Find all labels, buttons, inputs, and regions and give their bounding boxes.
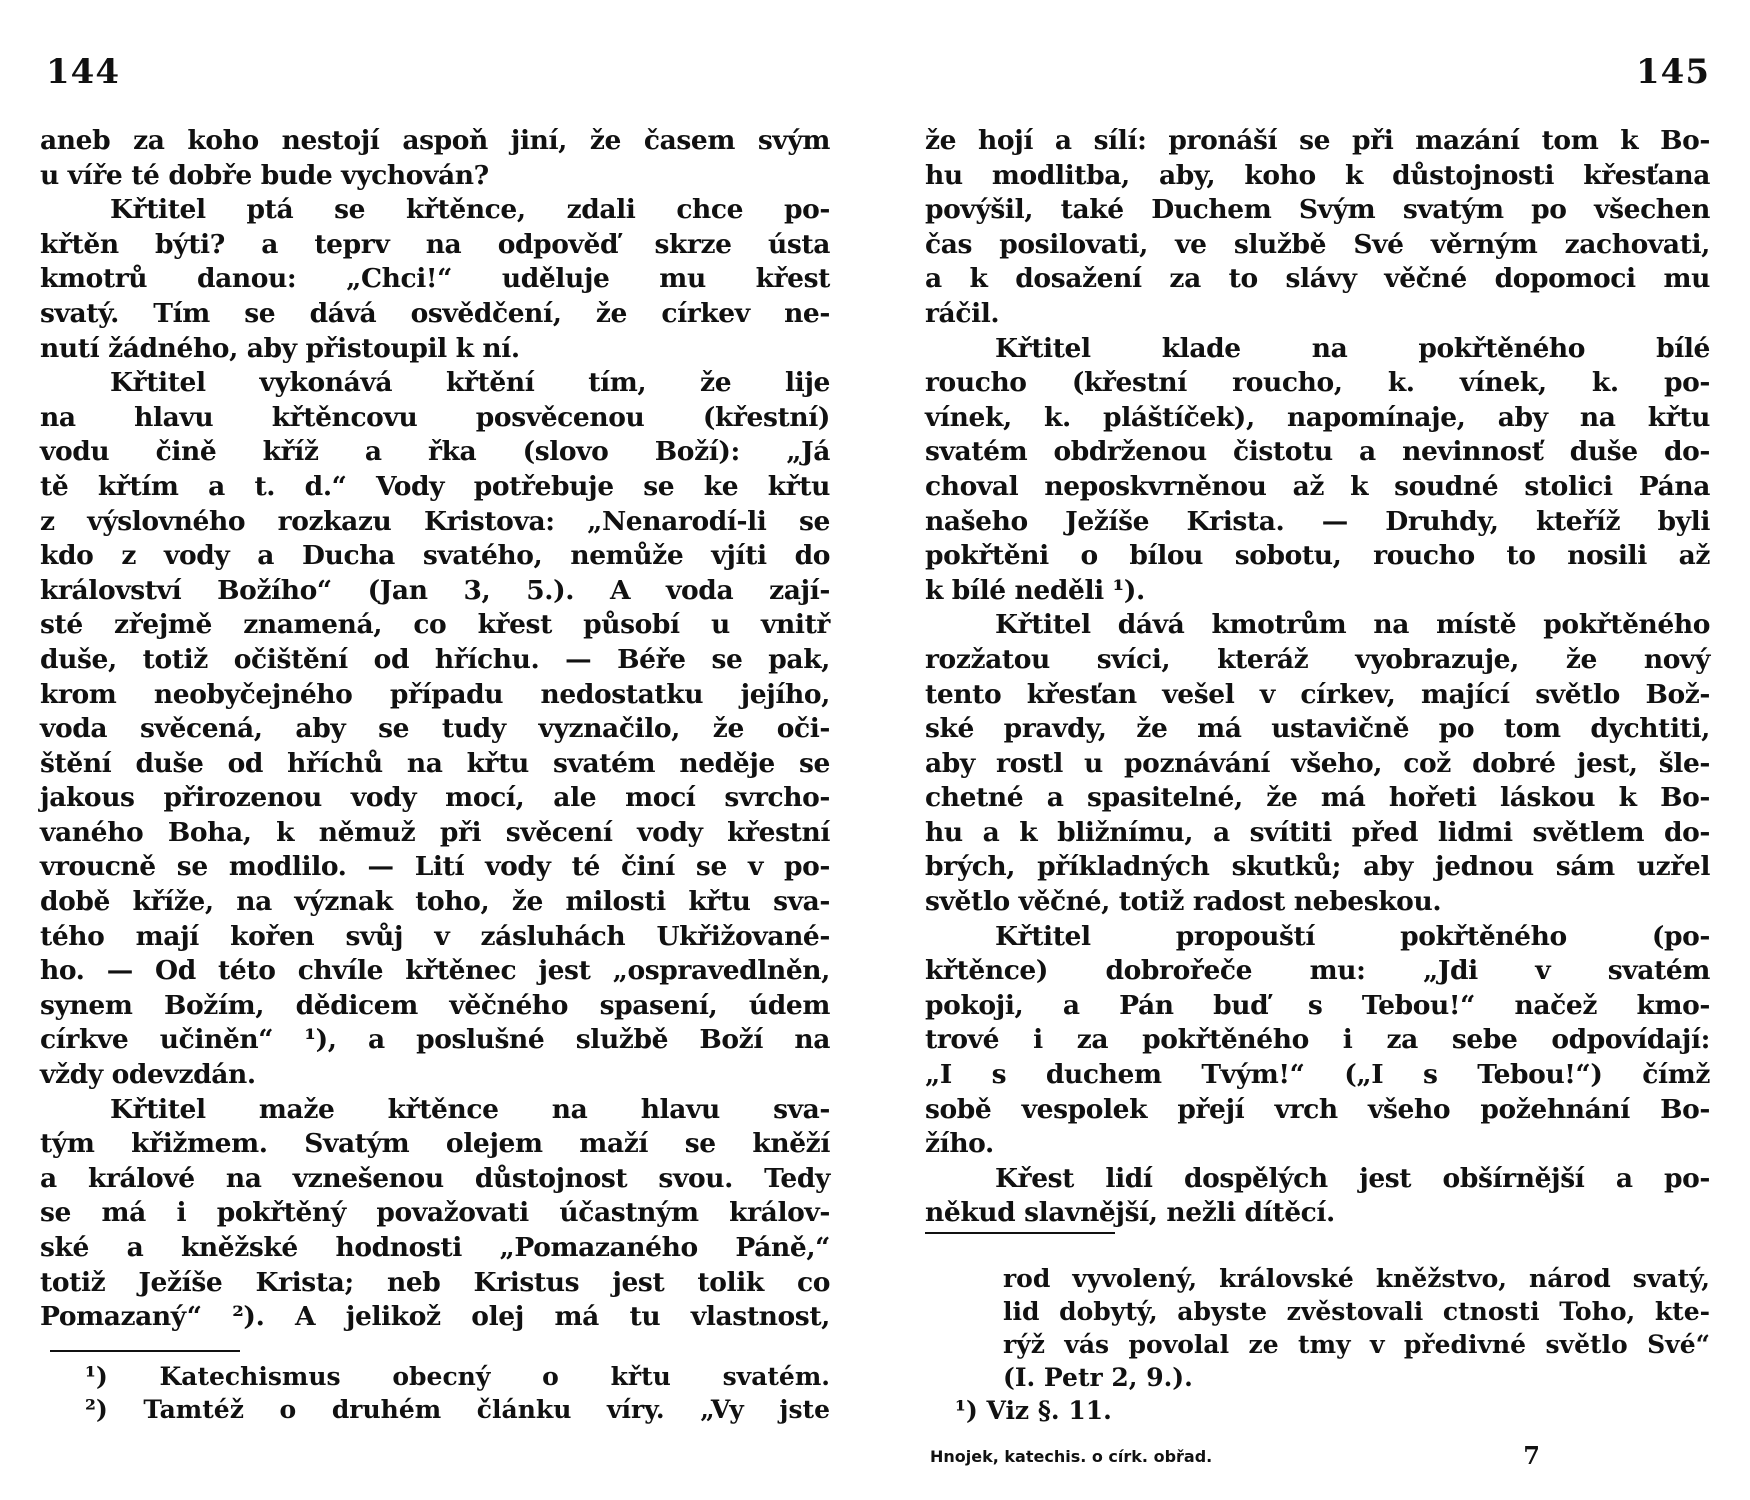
footnote: ²) Tamtéž o druhém článku víry. „Vy jste — [85, 1395, 830, 1424]
text-line: někud slavnější, nežli dítěcí. — [925, 1197, 1335, 1229]
text-line: křtěn býti? a teprv na odpověď skrze ústa — [40, 228, 830, 260]
footnote: lid dobytý, abyste zvěstovali ctnosti Toho, kte- — [1003, 1297, 1710, 1326]
text-line: Křtitel propouští pokřtěného (po- — [995, 920, 1710, 952]
text-line: svatém obdrženou čistotu a nevinnosť duše do- — [925, 436, 1710, 468]
text-line: kmotrů danou: „Chci!“ uděluje mu křest — [40, 263, 830, 295]
footnote-separator — [925, 1232, 1115, 1234]
text-line: k bílé neděli ¹). — [925, 574, 1145, 606]
text-line: duše, totiž očištění od hříchu. — Béře se pak, — [40, 643, 830, 675]
text-line: totiž Ježíše Krista; neb Kristus jest tolik co — [40, 1266, 830, 1298]
text-line: kdo z vody a Ducha svatého, nemůže vjíti do — [40, 540, 830, 572]
text-line: čas posilovati, ve službě Své věrným zachovati, — [925, 228, 1710, 260]
text-line: se má i pokřtěný považovati účastným králov- — [40, 1197, 830, 1229]
text-line: ho. — Od této chvíle křtěnec jest „ospravedlněn, — [40, 955, 830, 987]
text-line: u víře té dobře bude vychován? — [40, 159, 489, 191]
text-line: jakous přirozenou vody mocí, ale mocí svrcho- — [40, 782, 830, 814]
footnote: ¹) Viz §. 11. — [955, 1396, 1112, 1425]
text-line: žího. — [925, 1128, 994, 1160]
footer-imprint: Hnojek, katechis. o círk. obřad. — [930, 1447, 1213, 1466]
text-line: vínek, k. pláštíček), napomínaje, aby na křtu — [925, 401, 1710, 433]
text-line: pokřtěni o bílou sobotu, roucho to nosili až — [925, 540, 1710, 572]
text-line: křtěnce) dobrořeče mu: „Jdi v svatém — [925, 955, 1710, 987]
text-line: sté zřejmě znamená, co křest působí u vnitř — [40, 609, 830, 641]
text-line: Křtitel vykonává křtění tím, že lije — [110, 367, 830, 399]
text-line: hu a k bližnímu, a svítiti před lidmi světlem do- — [925, 816, 1710, 848]
text-line: tým křižmem. Svatým olejem maží se kněží — [40, 1128, 830, 1160]
signature-mark: 7 — [1523, 1441, 1540, 1470]
text-line: vroucně se modlilo. — Lití vody té činí se v po- — [40, 851, 830, 883]
text-line: církve učiněn“ ¹), a poslušné službě Boží na — [40, 1024, 830, 1056]
text-line: pokoji, a Pán buď s Tebou!“ načež kmo- — [925, 989, 1710, 1021]
footnote-separator — [50, 1350, 240, 1352]
text-line: Křtitel maže křtěnce na hlavu sva- — [110, 1093, 830, 1125]
text-line: našeho Ježíše Krista. — Druhdy, kteříž byli — [925, 505, 1710, 537]
text-line: sobě vespolek přejí vrch všeho požehnání Bo- — [925, 1093, 1710, 1125]
text-line: rozžatou svíci, kteráž vyobrazuje, že nový — [925, 643, 1710, 675]
text-line: Křtitel dává kmotrům na místě pokřtěného — [995, 609, 1710, 641]
text-line: synem Božím, dědicem věčného spasení, údem — [40, 989, 830, 1021]
text-line: chetné a spasitelné, že má hořeti láskou k Bo- — [925, 782, 1710, 814]
text-line: tě křtím a t. d.“ Vody potřebuje se ke křtu — [40, 470, 830, 502]
text-line: štění duše od hříchů na křtu svatém neděje se — [40, 747, 830, 779]
text-line: krom neobyčejného případu nedostatku jejího, — [40, 678, 830, 710]
text-line: světlo věčné, totiž radost nebeskou. — [925, 886, 1442, 918]
page-body — [40, 124, 830, 1335]
text-line: Křtitel ptá se křtěnce, zdali chce po- — [110, 194, 830, 226]
text-line: a králové na vznešenou důstojnost svou. Tedy — [40, 1162, 830, 1194]
footnote: rýž vás povolal ze tmy v předivné světlo Své“ — [1003, 1330, 1710, 1359]
text-line: vodu čině kříž a řka (slovo Boží): „Já — [40, 436, 830, 468]
text-line: roucho (křestní roucho, k. vínek, k. po- — [925, 367, 1710, 399]
page-body — [925, 124, 1710, 1231]
text-line: době kříže, na význak toho, že milosti křtu sva- — [40, 886, 830, 918]
text-line: ráčil. — [925, 297, 1000, 329]
text-line: Pomazaný“ ²). A jelikož olej má tu vlastnost, — [40, 1301, 830, 1333]
text-line: brých, příkladných skutků; aby jednou sám uzřel — [925, 851, 1710, 883]
text-line: hu modlitba, aby, koho k důstojnosti křesťana — [925, 159, 1710, 191]
footnote: ¹) Katechismus obecný o křtu svatém. — [85, 1362, 830, 1391]
text-line: tého mají kořen svůj v zásluhách Ukřižované- — [40, 920, 830, 952]
text-line: Křest lidí dospělých jest obšírnější a po- — [995, 1162, 1710, 1194]
text-line: voda svěcená, aby se tudy vyznačilo, že oči- — [40, 713, 830, 745]
text-line: svatý. Tím se dává osvědčení, že církev ne- — [40, 297, 830, 329]
text-line: vaného Boha, k němuž při svěcení vody křestní — [40, 816, 830, 848]
text-line: království Božího“ (Jan 3, 5.). A voda zají- — [40, 574, 830, 606]
text-line: ské pravdy, že má ustavičně po tom dychtiti, — [925, 713, 1710, 745]
page-number: 145 — [1636, 52, 1710, 92]
text-line: z výslovného rozkazu Kristova: „Nenarodí-li se — [40, 505, 830, 537]
page-footer — [930, 1441, 1710, 1470]
text-line: ské a kněžské hodnosti „Pomazaného Páně,“ — [40, 1232, 830, 1263]
text-line: povýšil, také Duchem Svým svatým po všechen — [925, 194, 1710, 226]
text-line: aby rostl u poznávání všeho, což dobré jest, šle- — [925, 747, 1710, 779]
text-line: „I s duchem Tvým!“ („I s Tebou!“) čímž — [925, 1059, 1710, 1091]
text-line: vždy odevzdán. — [40, 1059, 256, 1091]
text-line: aneb za koho nestojí aspoň jiní, že časem svým — [40, 125, 830, 156]
text-line: trové i za pokřtěného i za sebe odpovídají: — [925, 1024, 1710, 1056]
footnotes — [925, 1262, 1710, 1427]
footnotes — [85, 1360, 830, 1426]
text-line: nutí žádného, aby přistoupil k ní. — [40, 332, 520, 364]
footnote: rod vyvolený, královské kněžstvo, národ svatý, — [1003, 1264, 1710, 1293]
footnote: (I. Petr 2, 9.). — [1003, 1363, 1193, 1392]
page-number: 144 — [46, 52, 120, 92]
text-line: a k dosažení za to slávy věčné dopomoci mu — [925, 263, 1710, 295]
text-line: Křtitel klade na pokřtěného bílé — [995, 332, 1710, 364]
text-line: na hlavu křtěncovu posvěcenou (křestní) — [40, 401, 830, 433]
text-line: tento křesťan vešel v církev, mající světlo Bož- — [925, 678, 1710, 710]
text-line: že hojí a sílí: pronáší se při mazání tom k Bo- — [925, 125, 1710, 156]
text-line: choval neposkvrněnou až k soudné stolici Pána — [925, 470, 1710, 502]
